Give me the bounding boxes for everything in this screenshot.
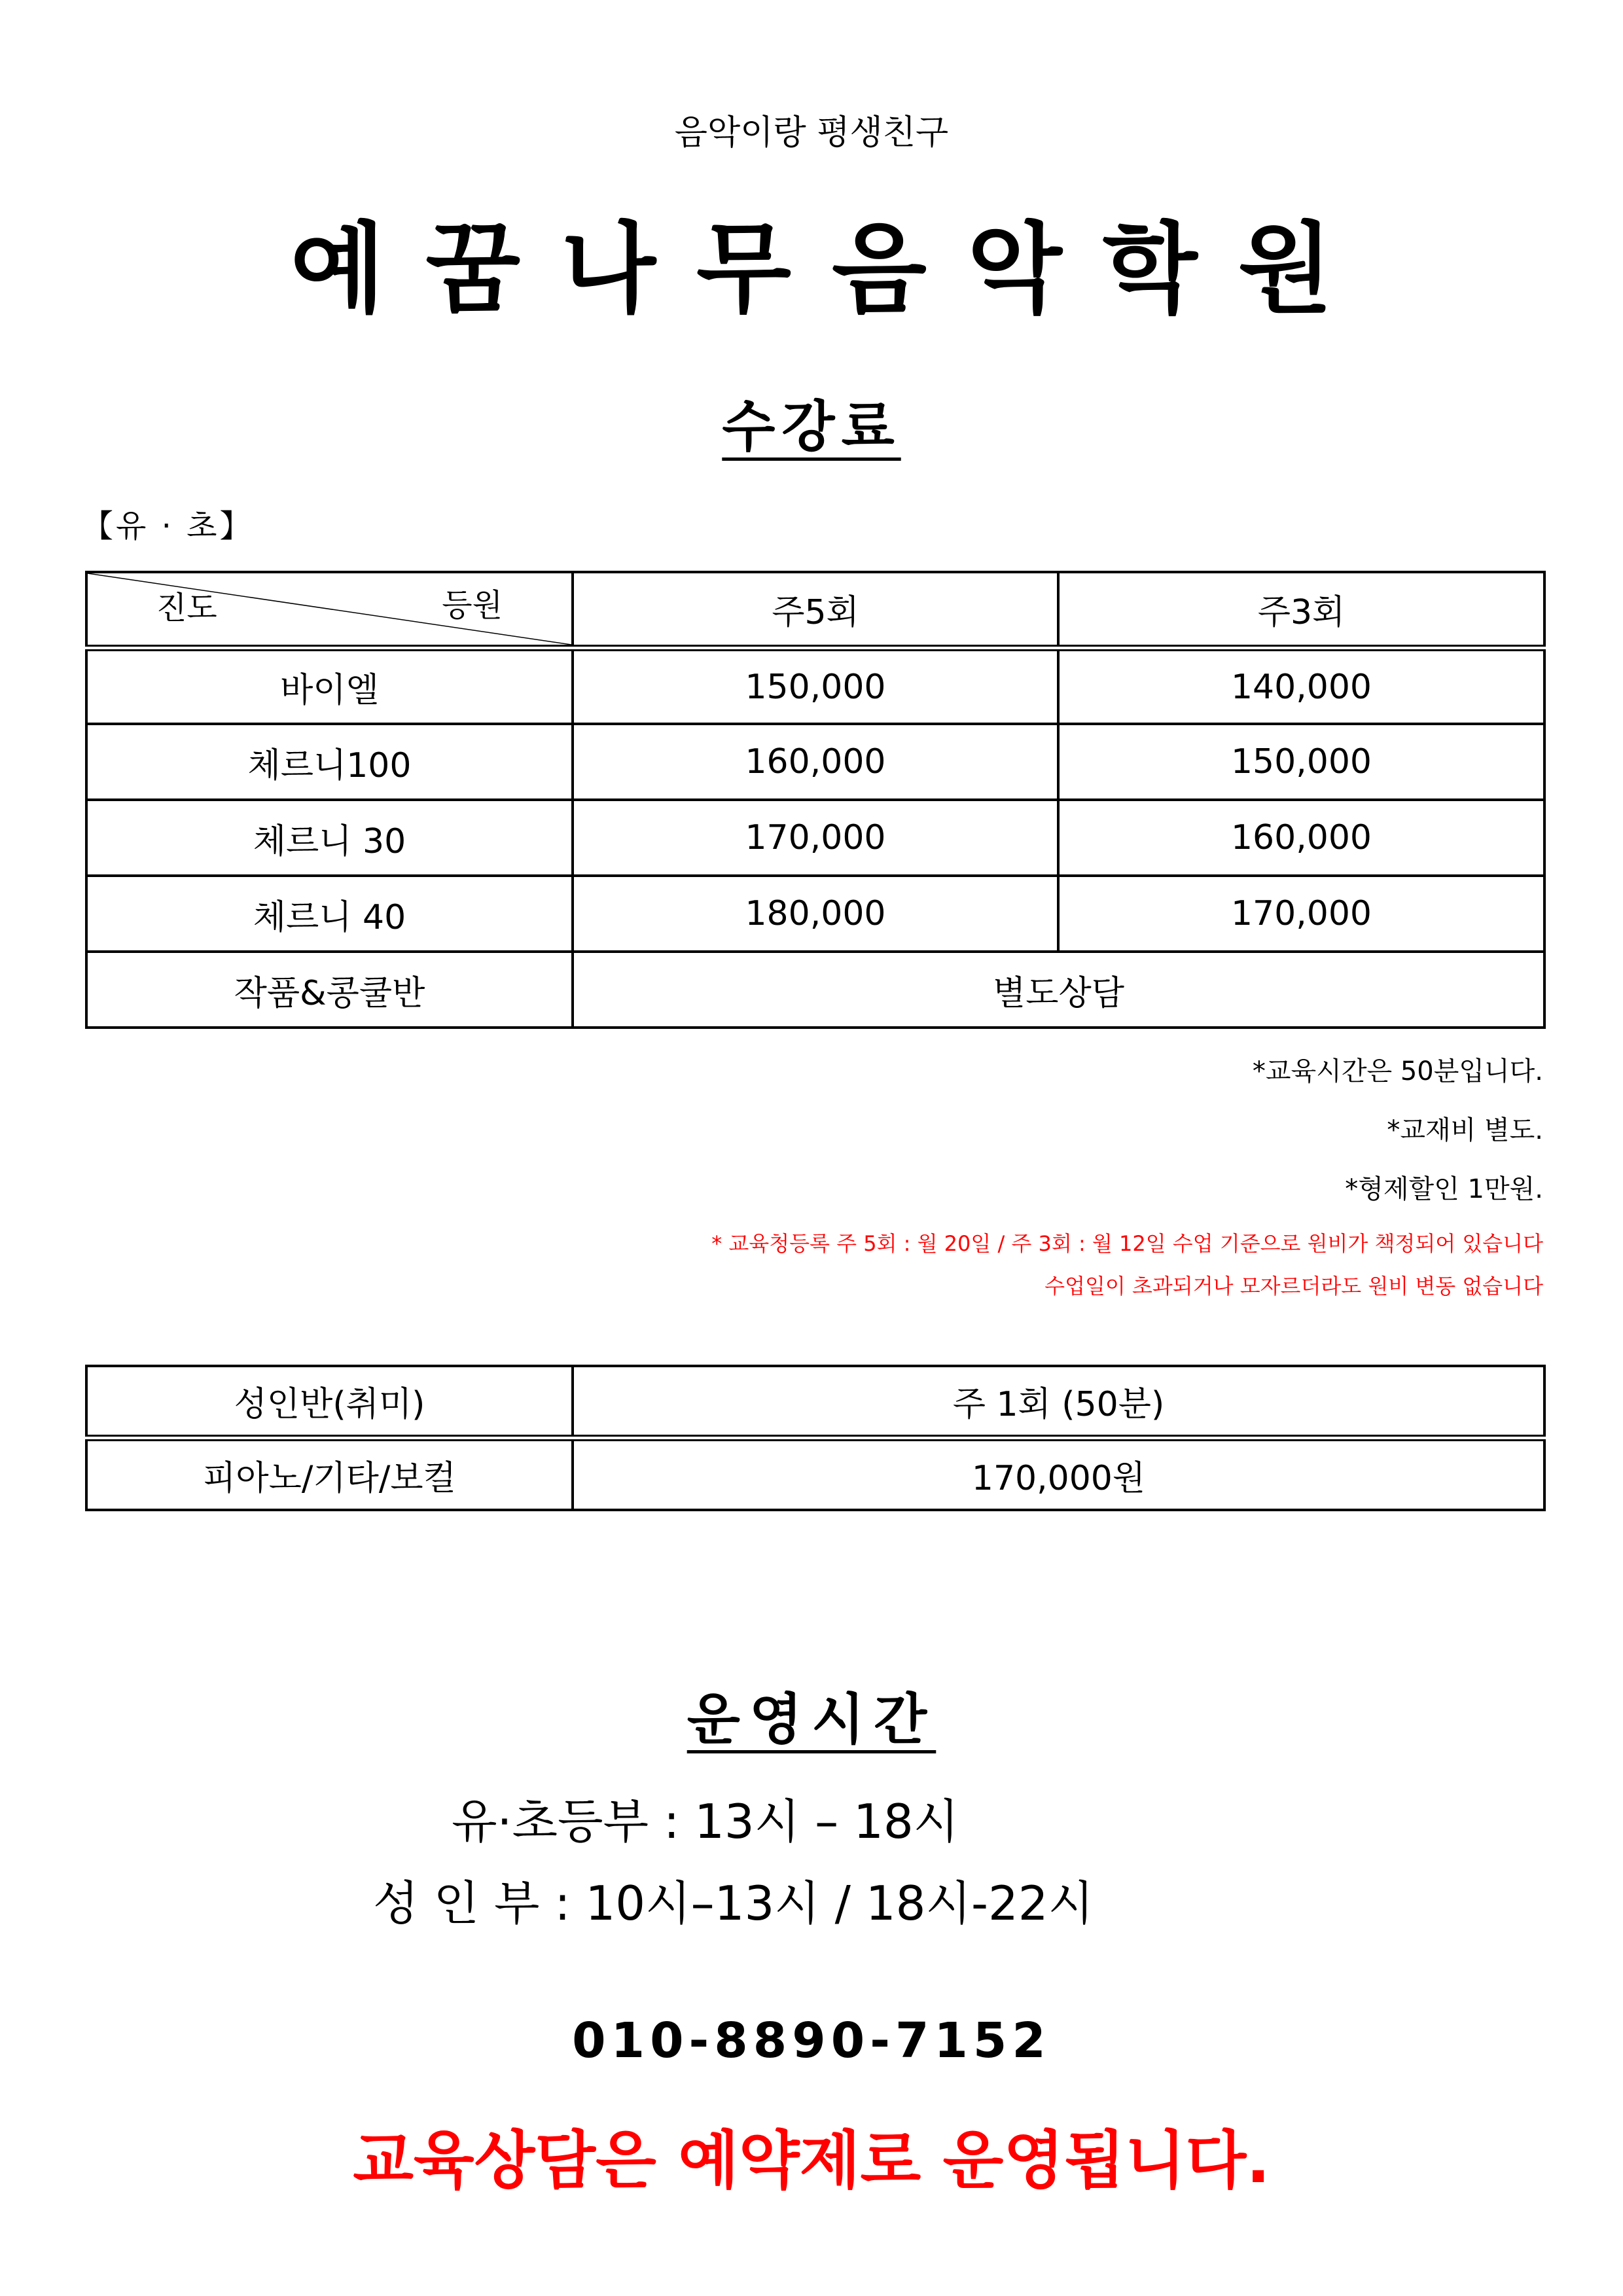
note-no-change: 수업일이 초과되거나 모자르더라도 원비 변동 없습니다 [1044,1274,1543,1299]
adult-header-value: 주 1회 (50분) [573,1366,1544,1438]
reservation-notice: 교육상담은 예약제로 운영됩니다. [353,2124,1270,2197]
fee-section-title: 수강료 [722,395,901,459]
hours-adult: 성 인 부 : 10시–13시 / 18시-22시 [373,1876,1094,1931]
price-cell: 150,000 [1058,724,1544,800]
price-cell: 170,000 [1058,876,1544,952]
row-label: 바이엘 [86,648,573,724]
adult-table-header [86,1366,1544,1438]
phone-number: 010-8890-7152 [572,2013,1051,2069]
price-cell: 170,000 [573,800,1058,876]
note-sibling-discount: *형제할인 1만원. [1345,1174,1543,1204]
corner-label-attendance: 등원 [442,587,503,624]
table-row [86,952,1544,1028]
note-lesson-time: *교육시간은 50분입니다. [1252,1056,1543,1086]
consultation-cell: 별도상담 [573,952,1544,1028]
corner-cell [86,572,573,648]
table-row [86,800,1544,876]
table-row [86,1438,1544,1510]
fee-table [85,571,1546,1029]
row-label: 체르니 40 [86,876,573,952]
row-label: 체르니100 [86,724,573,800]
note-textbook: *교재비 별도. [1387,1115,1543,1145]
corner-label-progress: 진도 [156,590,217,626]
adult-row-label: 피아노/기타/보컬 [86,1438,573,1510]
adult-row-value: 170,000원 [573,1438,1544,1510]
table-row [86,876,1544,952]
row-label: 작품&콩쿨반 [86,952,573,1028]
category-label: 【유 · 초】 [82,508,254,545]
table-row [86,648,1544,724]
hours-kids: 유·초등부 : 13시 – 18시 [452,1794,959,1849]
row-label: 체르니 30 [86,800,573,876]
adult-table [85,1365,1546,1511]
fee-table-header [86,572,1544,648]
price-cell: 140,000 [1058,648,1544,724]
price-cell: 160,000 [1058,800,1544,876]
price-cell: 160,000 [573,724,1058,800]
table-row [86,724,1544,800]
adult-header-label: 성인반(취미) [86,1366,573,1438]
column-header: 주5회 [573,572,1058,648]
academy-name: 예꿈나무음악학원 [290,213,1374,327]
price-cell: 150,000 [573,648,1058,724]
price-cell: 180,000 [573,876,1058,952]
hours-section-title: 운영시간 [687,1687,936,1751]
note-tuition-basis: * 교육청등록 주 5회 : 월 20일 / 주 3회 : 월 12일 수업 기준으로 원비가 책정되어 있습니다 [711,1231,1543,1256]
subtitle: 음악이랑 평생친구 [674,113,949,152]
column-header: 주3회 [1058,572,1544,648]
